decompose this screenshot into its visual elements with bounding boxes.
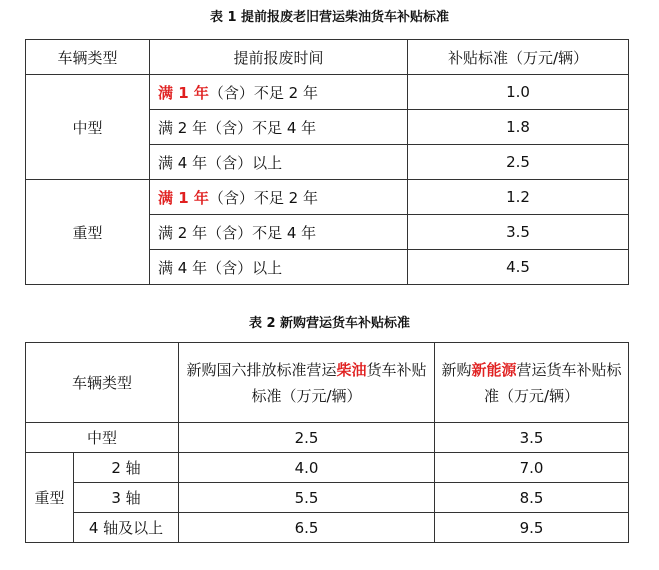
diesel-value: 5.5 bbox=[179, 483, 435, 513]
header-vehicle-type: 车辆类型 bbox=[26, 40, 150, 75]
table-row bbox=[26, 513, 629, 543]
axle-cell: 2 轴 bbox=[74, 453, 179, 483]
scrappage-subsidy-table bbox=[25, 39, 629, 285]
period-prefix: 满 4 年 bbox=[158, 153, 208, 172]
table-header-row bbox=[26, 40, 629, 75]
axle-cell: 4 轴及以上 bbox=[74, 513, 179, 543]
period-cell bbox=[150, 215, 408, 250]
diesel-value: 4.0 bbox=[179, 453, 435, 483]
header-new-energy-subsidy bbox=[435, 343, 629, 423]
new-energy-value: 3.5 bbox=[435, 423, 629, 453]
header-text: 新购国六排放标准营运 bbox=[186, 360, 337, 379]
period-cell bbox=[150, 180, 408, 215]
new-energy-value: 7.0 bbox=[435, 453, 629, 483]
new-truck-subsidy-table bbox=[25, 342, 629, 543]
table-header-row bbox=[26, 343, 629, 423]
header-highlight-diesel: 柴油 bbox=[336, 360, 367, 379]
header-highlight-new-energy: 新能源 bbox=[471, 360, 517, 379]
header-text: 营运货车补贴标准（万元/辆） bbox=[483, 360, 622, 405]
period-cell bbox=[150, 145, 408, 180]
table2-caption: 表 2 新购营运货车补贴标准 bbox=[248, 316, 411, 331]
period-cell bbox=[150, 110, 408, 145]
diesel-value: 2.5 bbox=[179, 423, 435, 453]
vehicle-type-cell: 中型 bbox=[26, 75, 150, 180]
header-scrap-period: 提前报废时间 bbox=[150, 40, 408, 75]
period-cell bbox=[150, 250, 408, 285]
subsidy-value: 1.8 bbox=[408, 110, 629, 145]
table-row bbox=[26, 453, 629, 483]
table1-caption: 表 1 提前报废老旧营运柴油货车补贴标准 bbox=[209, 10, 450, 25]
vehicle-type-cell: 重型 bbox=[26, 453, 74, 543]
period-text: （含）不足 2 年 bbox=[208, 83, 318, 102]
vehicle-type-cell: 中型 bbox=[26, 423, 179, 453]
table-row bbox=[26, 180, 629, 215]
table-row bbox=[26, 75, 629, 110]
axle-cell: 3 轴 bbox=[74, 483, 179, 513]
table-row bbox=[26, 423, 629, 453]
period-text: （含）不足 4 年 bbox=[207, 223, 317, 242]
header-subsidy: 补贴标准（万元/辆） bbox=[408, 40, 629, 75]
period-prefix: 满 2 年 bbox=[158, 118, 208, 137]
header-text: 货车补贴标准（万元/辆） bbox=[251, 360, 427, 405]
subsidy-value: 1.2 bbox=[408, 180, 629, 215]
period-prefix: 满 4 年 bbox=[158, 258, 208, 277]
table-row bbox=[26, 483, 629, 513]
header-text: 新购 bbox=[441, 360, 472, 379]
period-highlight: 满 1 年 bbox=[158, 188, 209, 207]
subsidy-value: 1.0 bbox=[408, 75, 629, 110]
period-prefix: 满 2 年 bbox=[158, 223, 208, 242]
new-energy-value: 8.5 bbox=[435, 483, 629, 513]
period-text: （含）不足 4 年 bbox=[207, 118, 317, 137]
header-vehicle-type: 车辆类型 bbox=[26, 343, 179, 423]
period-text: （含）不足 2 年 bbox=[208, 188, 318, 207]
subsidy-value: 4.5 bbox=[408, 250, 629, 285]
new-energy-value: 9.5 bbox=[435, 513, 629, 543]
vehicle-type-cell: 重型 bbox=[26, 180, 150, 285]
period-highlight: 满 1 年 bbox=[158, 83, 209, 102]
period-text: （含）以上 bbox=[207, 153, 283, 172]
diesel-value: 6.5 bbox=[179, 513, 435, 543]
subsidy-value: 3.5 bbox=[408, 215, 629, 250]
subsidy-value: 2.5 bbox=[408, 145, 629, 180]
header-diesel-subsidy bbox=[179, 343, 435, 423]
period-text: （含）以上 bbox=[207, 258, 283, 277]
period-cell bbox=[150, 75, 408, 110]
